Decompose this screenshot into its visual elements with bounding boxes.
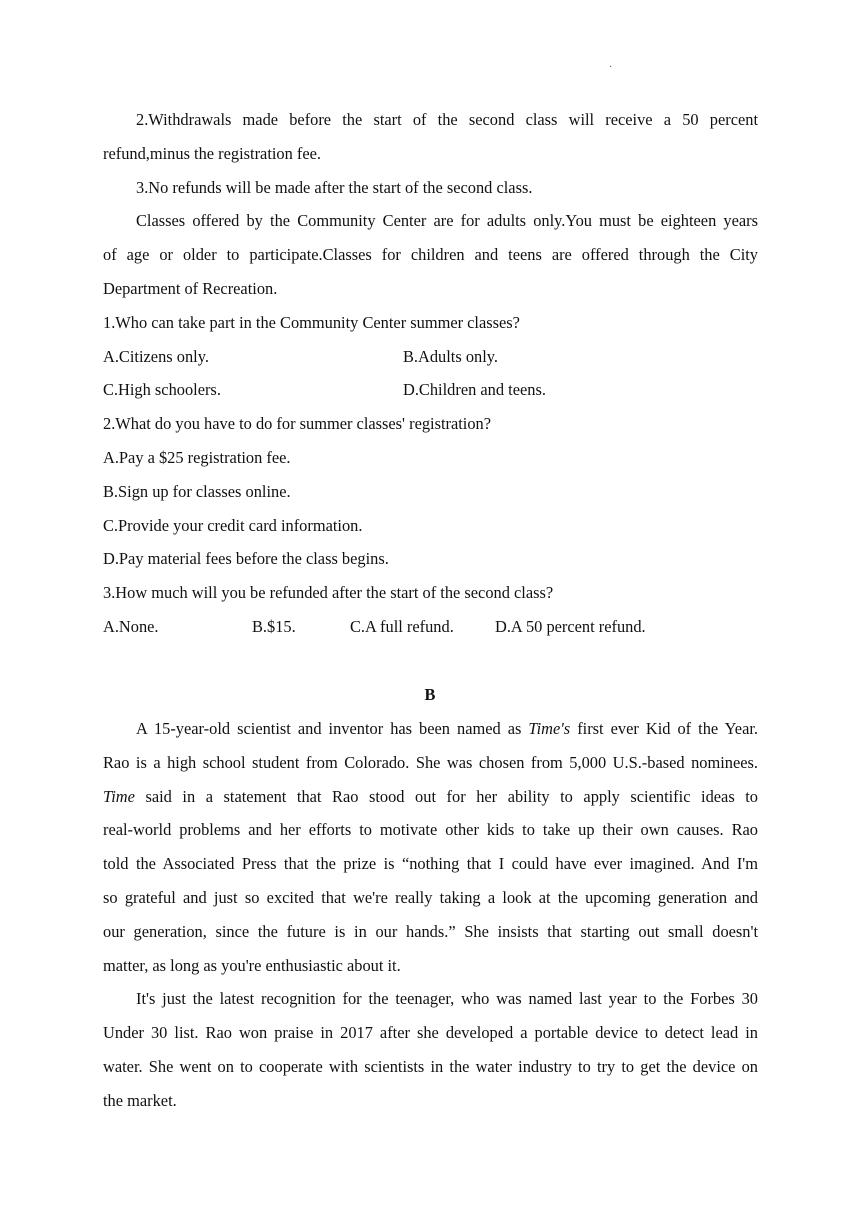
section-b-heading: B [424, 685, 436, 704]
text-run: first ever Kid of the Year. [570, 719, 758, 738]
text-run: said in a statement that Rao stood out for her ability to apply scientific ideas to [134, 786, 758, 806]
paragraph-line: matter, as long as you're enthusiastic about it. [103, 955, 401, 975]
option-c: C.A full refund. [350, 616, 454, 636]
question-2-stem: 2.What do you have to do for summer classes' registration? [103, 414, 492, 434]
paragraph-line: 2.Withdrawals made before the start of the second class will receive a 50 percent [136, 110, 758, 129]
paragraph-line: told the Associated Press that the prize is “nothing that I could have ever imagined. And I'm [103, 854, 758, 874]
question-1-options-row-1 [103, 340, 758, 374]
header-mark: · [609, 62, 613, 73]
section-b-text [103, 712, 758, 1118]
option-d: D.Pay material fees before the class begins. [103, 549, 389, 569]
option-c: C.High schoolers. [103, 380, 221, 400]
paragraph-line: real-world problems and her efforts to motivate other kids to take up their own causes. Rao [103, 820, 758, 840]
option-c: C.Provide your credit card information. [103, 515, 363, 535]
paragraph-line: so grateful and just so excited that we're really taking a look at the upcoming generation and [103, 887, 758, 907]
option-d: D.Children and teens. [403, 380, 546, 400]
paragraph-line: Rao is a high school student from Colorado. She was chosen from 5,000 U.S.-based nominees. [103, 752, 758, 772]
paragraph-line: Classes offered by the Community Center are for adults only.You must be eighteen years [136, 211, 758, 231]
paragraph-line: of age or older to participate.Classes for children and teens are offered through the City [103, 245, 758, 265]
paragraph-line [103, 712, 758, 746]
paragraph-line: the market. [103, 1090, 177, 1110]
section-a-text [103, 103, 758, 644]
option-b: B.Sign up for classes online. [103, 481, 291, 501]
option-b: B.$15. [252, 616, 296, 636]
question-3-options-row [103, 610, 758, 644]
paragraph-line: water. She went on to cooperate with scientists in the water industry to try to get the device on [103, 1056, 758, 1076]
paragraph-line: Under 30 list. Rao won praise in 2017 after she developed a portable device to detect lead in [103, 1023, 758, 1043]
option-a: A.None. [103, 616, 159, 636]
option-b: B.Adults only. [403, 346, 499, 366]
italic-title: Time [103, 786, 135, 806]
paragraph-line: Department of Recreation. [103, 278, 278, 298]
question-3-stem: 3.How much will you be refunded after the start of the second class? [103, 583, 554, 603]
option-a: A.Pay a $25 registration fee. [103, 447, 291, 467]
paragraph-line: 3.No refunds will be made after the start of the second class. [136, 177, 533, 197]
text-run: A 15-year-old scientist and inventor has been named as [136, 719, 529, 738]
paragraph-line: our generation, since the future is in our hands.” She insists that starting out small doesn't [103, 921, 758, 941]
paragraph-line: refund,minus the registration fee. [103, 143, 322, 163]
paragraph-line: It's just the latest recognition for the teenager, who was named last year to the Forbes 30 [136, 989, 758, 1009]
paragraph-line [103, 780, 758, 814]
option-a: A.Citizens only. [103, 346, 209, 366]
question-1-options-row-2 [103, 373, 758, 407]
option-d: D.A 50 percent refund. [495, 616, 646, 636]
italic-title: Time's [528, 719, 571, 738]
question-1-stem: 1.Who can take part in the Community Center summer classes? [103, 312, 520, 332]
